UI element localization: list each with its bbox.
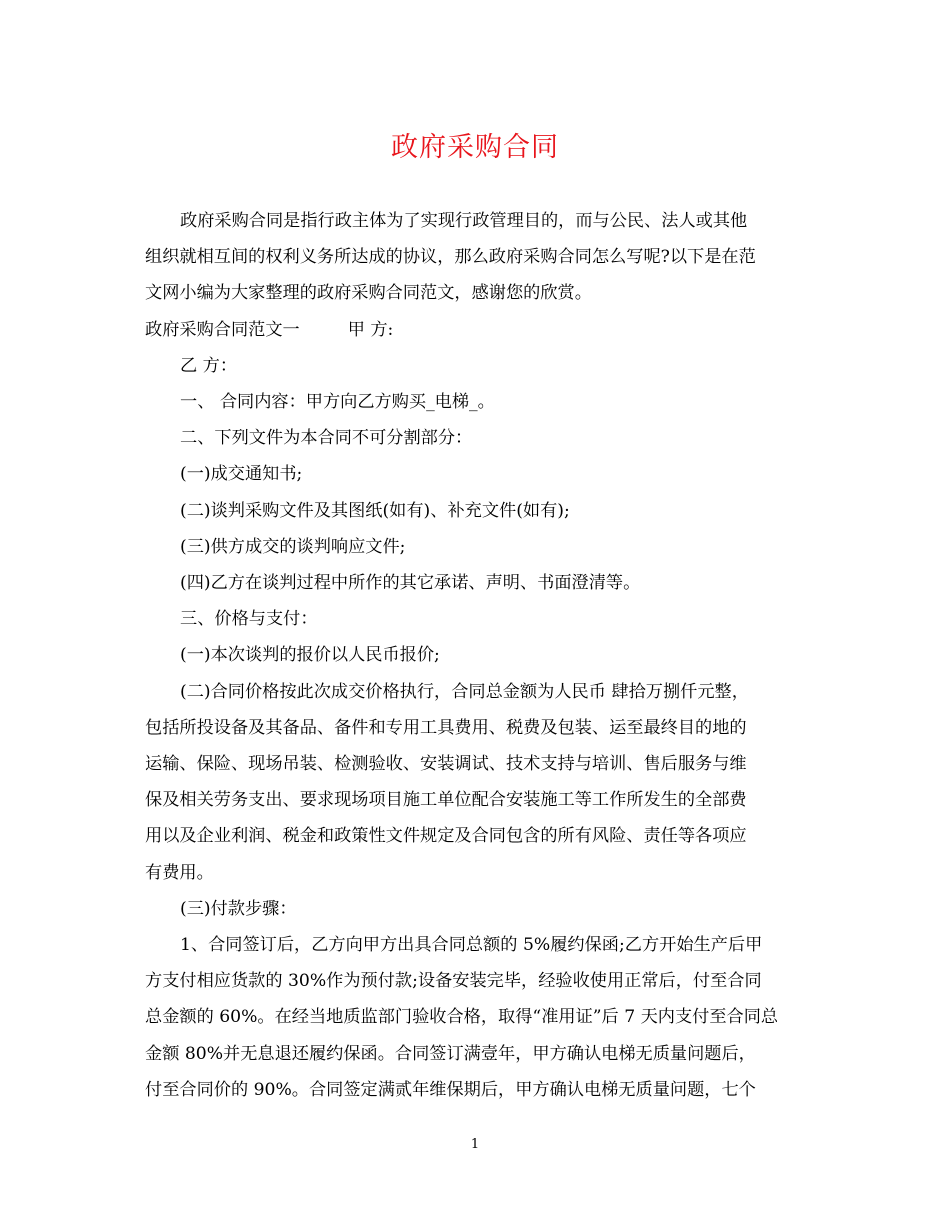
clause-3-2-line: (二)合同价格按此次成交价格执行，合同总金额为人民币 肆拾万捌仟元整， — [180, 681, 749, 702]
clause-3-2-line: 包括所投设备及其备品、备件和专用工具费用、税费及包装、运至最终目的地的 — [145, 717, 747, 738]
clause-3-2-line: 保及相关劳务支出、要求现场项目施工单位配合安装施工等工作所发生的全部费 — [145, 790, 747, 811]
clause-3-2-line: 有费用。 — [145, 862, 214, 883]
clause-3-3: (三)付款步骤： — [180, 898, 297, 919]
clause-2-2: (二)谈判采购文件及其图纸(如有)、补充文件(如有); — [180, 500, 570, 521]
party-a-label: 甲 方: — [347, 319, 394, 340]
clause-2: 二、下列文件为本合同不可分割部分： — [180, 428, 473, 449]
clause-3: 三、价格与支付： — [180, 609, 318, 630]
clause-2-3: (三)供方成交的谈判响应文件; — [180, 536, 406, 557]
intro-line: 政府采购合同是指行政主体为了实现行政管理目的，而与公民、法人或其他 — [180, 211, 748, 231]
intro-line: 组织就相互间的权利义务所达成的协议，那么政府采购合同怎么写呢?以下是在范 — [145, 247, 756, 268]
sample-heading-line — [145, 312, 810, 348]
payment-line: 总金额的 60%。在经当地质监部门验收合格，取得“准用证”后 7 天内支付至合同总 — [145, 1007, 779, 1028]
intro-line: 文网小编为大家整理的政府采购合同范文，感谢您的欣赏。 — [145, 283, 592, 304]
document-body — [145, 203, 810, 1108]
clause-2-4: (四)乙方在谈判过程中所作的其它承诺、声明、书面澄清等。 — [180, 573, 641, 594]
payment-line: 1、合同签订后，乙方向甲方出具合同总额的 5%履约保函;乙方开始生产后甲 — [180, 935, 763, 956]
party-b-label: 乙 方： — [180, 355, 238, 376]
payment-line: 付至合同价的 90%。合同签定满贰年维保期后，甲方确认电梯无质量问题，七个 — [145, 1079, 756, 1100]
clause-3-2-line: 用以及企业利润、税金和政策性文件规定及合同包含的所有风险、责任等各项应 — [145, 826, 747, 847]
document-title: 政府采购合同 — [391, 132, 559, 163]
clause-3-2-line: 运输、保险、现场吊装、检测验收、安装调试、技术支持与培训、售后服务与维 — [145, 754, 747, 775]
clause-3-1: (一)本次谈判的报价以人民币报价; — [180, 645, 440, 666]
payment-line: 金额 80%并无息退还履约保函。合同签订满壹年，甲方确认电梯无质量问题后， — [145, 1043, 756, 1064]
clause-2-1: (一)成交通知书; — [180, 464, 303, 485]
payment-line: 方支付相应货款的 30%作为预付款;设备安装完毕，经验收使用正常后，付至合同 — [145, 971, 762, 992]
clause-1: 一、 合同内容：甲方向乙方购买_电梯_。 — [180, 392, 495, 413]
sample-heading: 政府采购合同范文一 — [145, 319, 300, 340]
page-number: 1 — [470, 1137, 480, 1152]
